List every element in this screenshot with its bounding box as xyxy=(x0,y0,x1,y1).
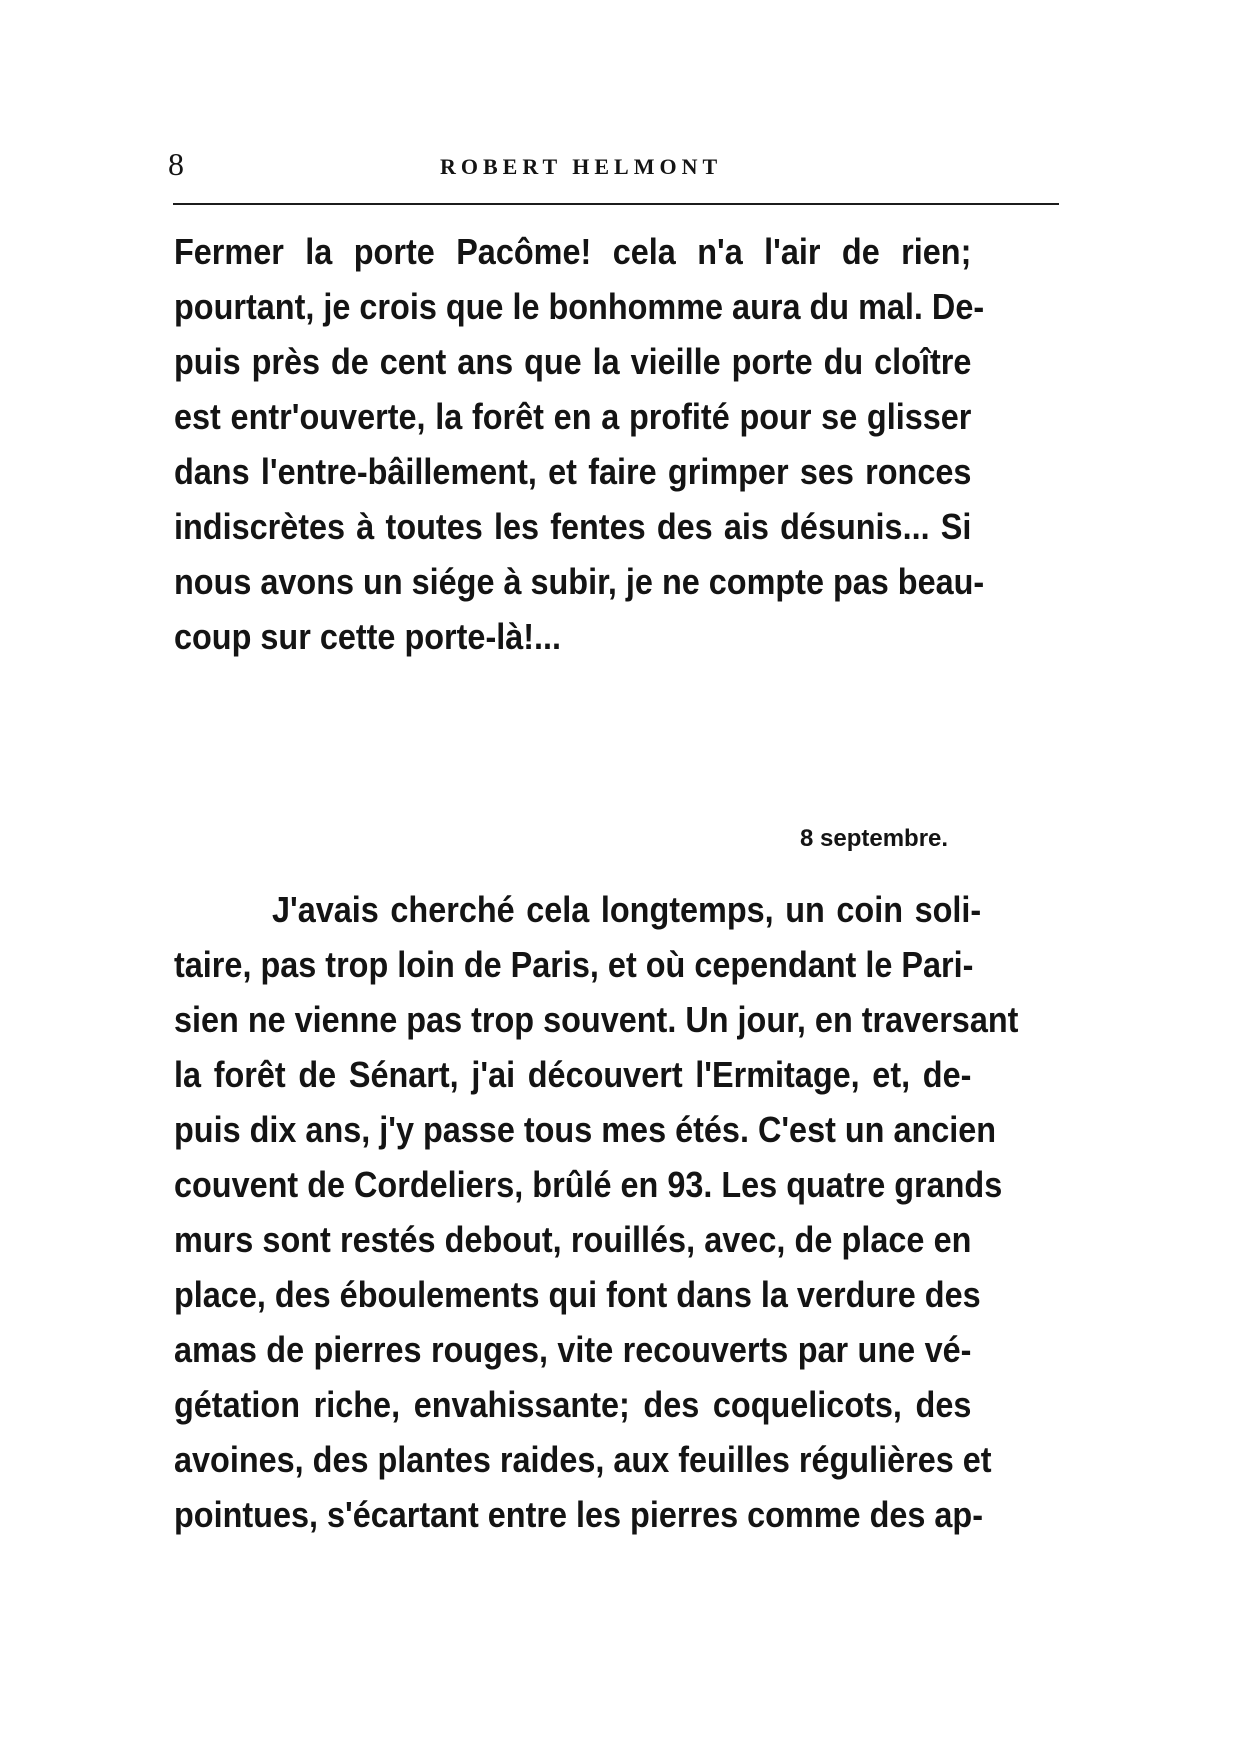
entry-date: 8 septembre. xyxy=(800,825,949,852)
text-line: la forêt de Sénart, j'ai découvert l'Ermitage, et, de- xyxy=(174,1054,972,1095)
header-rule xyxy=(173,203,1059,205)
text-line: pourtant, je crois que le bonhomme aura du mal. De- xyxy=(174,286,985,327)
text-line: avoines, des plantes raides, aux feuilles régulières et xyxy=(174,1439,992,1480)
text-line: puis près de cent ans que la vieille porte du cloître xyxy=(174,341,972,382)
text-line: nous avons un siége à subir, je ne compte pas beau- xyxy=(174,561,985,602)
text-line: place, des éboulements qui font dans la verdure des xyxy=(174,1274,981,1315)
running-title: ROBERT HELMONT xyxy=(440,154,723,179)
text-line: est entr'ouverte, la forêt en a profité pour se glisser xyxy=(174,396,972,437)
text-line: amas de pierres rouges, vite recouverts par une vé- xyxy=(174,1329,972,1370)
text-line: puis dix ans, j'y passe tous mes étés. C'est un ancien xyxy=(174,1109,997,1150)
text-line: J'avais cherché cela longtemps, un coin soli- xyxy=(272,889,982,930)
text-line: pointues, s'écartant entre les pierres comme des ap- xyxy=(174,1494,984,1535)
text-line: murs sont restés debout, rouillés, avec, de place en xyxy=(174,1219,972,1260)
text-line: Fermer la porte Pacôme! cela n'a l'air de rien; xyxy=(174,231,972,272)
page-number: 8 xyxy=(168,146,184,182)
text-line: sien ne vienne pas trop souvent. Un jour, en traversant xyxy=(174,999,1019,1040)
text-line: dans l'entre-bâillement, et faire grimper ses ronces xyxy=(174,451,972,492)
text-line: couvent de Cordeliers, brûlé en 93. Les quatre grands xyxy=(174,1164,1003,1205)
text-line: taire, pas trop loin de Paris, et où cependant le Pari- xyxy=(174,944,974,985)
text-line: indiscrètes à toutes les fentes des ais désunis... Si xyxy=(174,506,972,547)
text-line: gétation riche, envahissante; des coquelicots, des xyxy=(174,1384,972,1425)
text-line: coup sur cette porte-là!... xyxy=(174,616,562,657)
